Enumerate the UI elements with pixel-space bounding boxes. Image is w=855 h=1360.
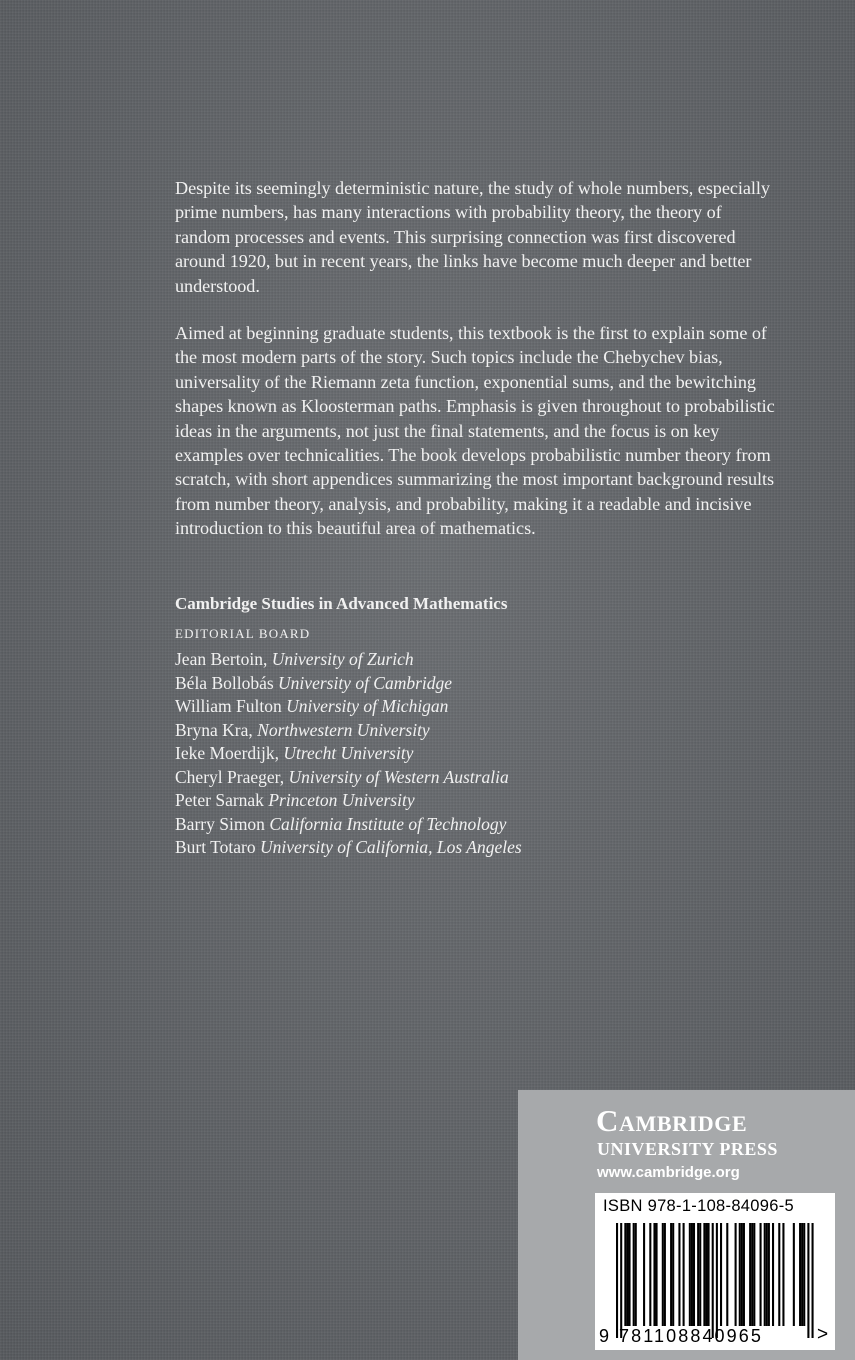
board-member-affiliation: Utrecht University <box>283 743 414 763</box>
editorial-board-heading: EDITORIAL BOARD <box>175 626 311 641</box>
barcode-bar <box>782 1223 784 1326</box>
barcode-bar <box>626 1223 628 1326</box>
board-member-name: Peter Sarnak <box>175 790 264 810</box>
board-member-affiliation: California Institute of Technology <box>269 813 507 834</box>
publisher-name: Cambridge <box>596 1103 748 1138</box>
board-member <box>175 695 522 719</box>
barcode-bar <box>764 1223 766 1326</box>
board-member-affiliation: University of Michigan <box>286 696 449 716</box>
barcode-bar <box>649 1223 651 1326</box>
barcode-bar <box>743 1223 745 1326</box>
board-member <box>175 789 522 813</box>
board-member-affiliation: University of Cambridge <box>278 672 453 693</box>
barcode-bar <box>739 1223 741 1326</box>
barcode-bar <box>670 1223 672 1326</box>
board-member-affiliation: University of California, Los Angeles <box>259 837 522 857</box>
barcode-bar <box>672 1223 674 1326</box>
barcode-bar <box>689 1223 691 1326</box>
barcode-bar <box>683 1223 685 1326</box>
barcode-bar <box>703 1223 705 1326</box>
barcode-bar <box>753 1223 755 1326</box>
board-member-name: William Fulton <box>175 696 282 716</box>
barcode-bar <box>720 1223 722 1326</box>
barcode-bar <box>656 1223 658 1326</box>
barcode-bar <box>793 1223 795 1326</box>
board-member-name: Cheryl Praeger, <box>175 766 285 787</box>
barcode-bar <box>768 1223 770 1326</box>
barcode-bar <box>664 1223 666 1326</box>
board-member <box>175 719 522 743</box>
blurb-paragraph-1: Despite its seemingly deterministic nature, the study of whole numbers, especially prime numbers, has many interactions with probability theory, the theory of random processes and events. This surprising connection was first discovered around 1920, but in recent years, the links have become much deeper and better understood. <box>175 178 770 296</box>
barcode-bar <box>678 1223 680 1326</box>
barcode-bar <box>643 1223 645 1326</box>
barcode-bar <box>735 1223 737 1326</box>
barcode-bar <box>699 1223 701 1326</box>
board-member-name: Jean Bertoin, <box>175 649 268 669</box>
isbn-label: ISBN 978-1-108-84096-5 <box>603 1197 794 1215</box>
board-member <box>175 672 522 696</box>
publisher-subtitle: UNIVERSITY PRESS <box>597 1139 778 1159</box>
barcode-bar <box>726 1223 728 1326</box>
editorial-board-list <box>175 648 522 860</box>
board-member-name: Ieke Moerdijk, <box>175 743 279 763</box>
barcode-bar <box>801 1223 803 1326</box>
barcode-guard-bar <box>620 1223 622 1338</box>
barcode-guard-bar <box>812 1223 814 1338</box>
board-member-affiliation: Northwestern University <box>257 719 430 740</box>
publisher-url: www.cambridge.org <box>597 1164 740 1181</box>
board-member-affiliation: Princeton University <box>268 790 415 810</box>
series-title: Cambridge Studies in Advanced Mathematics <box>175 594 508 613</box>
barcode-bar <box>697 1223 699 1326</box>
barcode-bar <box>708 1223 710 1326</box>
blurb-paragraph-2: Aimed at beginning graduate students, this textbook is the first to explain some of the most modern parts of the story. Such topics include the Chebychev bias, universality of the Riemann zeta function, exponential sums, and the bewitching shapes known as Kloosterman paths. Emphasis is given throughout to probabilistic ideas in the arguments, not just the final statements, and the focus is on key examples over technicalities. The book develops probabilistic number theory from scratch, with short appendices summarizing the most important background results from number theory, analysis, and probability, making it a readable and incisive introduction to this beautiful area of mathematics. <box>175 323 775 539</box>
barcode-bar <box>751 1223 753 1326</box>
barcode-bar <box>628 1223 630 1326</box>
barcode-bar <box>635 1223 637 1326</box>
board-member <box>175 813 522 837</box>
ean-quiet-zone-mark: > <box>817 1324 829 1345</box>
barcode-bar <box>653 1223 655 1326</box>
barcode-guard-bar <box>807 1223 809 1338</box>
barcode-bar <box>691 1223 693 1326</box>
barcode-bar <box>772 1223 774 1326</box>
barcode-bar <box>778 1223 780 1326</box>
ean-first-digit: 9 <box>599 1326 610 1346</box>
board-member <box>175 648 522 672</box>
board-member-name: Bryna Kra, <box>175 719 253 740</box>
barcode-bar <box>803 1223 805 1326</box>
barcode-bar <box>705 1223 707 1326</box>
board-member-affiliation: University of Western Australia <box>288 766 509 787</box>
barcode-bar <box>662 1223 664 1326</box>
barcode-bar <box>624 1223 626 1326</box>
barcode-bar <box>633 1223 635 1326</box>
board-member-name: Béla Bollobás <box>175 672 274 693</box>
barcode-guard-bar <box>712 1223 714 1338</box>
barcode-bar <box>693 1223 695 1326</box>
barcode-bar <box>749 1223 751 1326</box>
board-member-name: Burt Totaro <box>175 837 256 857</box>
isbn-barcode <box>595 1193 835 1350</box>
barcode-bar <box>760 1223 762 1326</box>
board-member <box>175 836 522 860</box>
barcode-guard-bar <box>716 1223 718 1338</box>
board-member-affiliation: University of Zurich <box>271 649 414 669</box>
board-member <box>175 742 522 766</box>
publisher-panel <box>518 1090 855 1360</box>
barcode-bar <box>741 1223 743 1326</box>
ean-digits: 781108840965 <box>619 1326 763 1346</box>
barcode-bar <box>799 1223 801 1326</box>
board-member <box>175 766 522 790</box>
barcode-guard-bar <box>616 1223 618 1338</box>
board-member-name: Barry Simon <box>175 813 265 834</box>
barcode-bar <box>766 1223 768 1326</box>
